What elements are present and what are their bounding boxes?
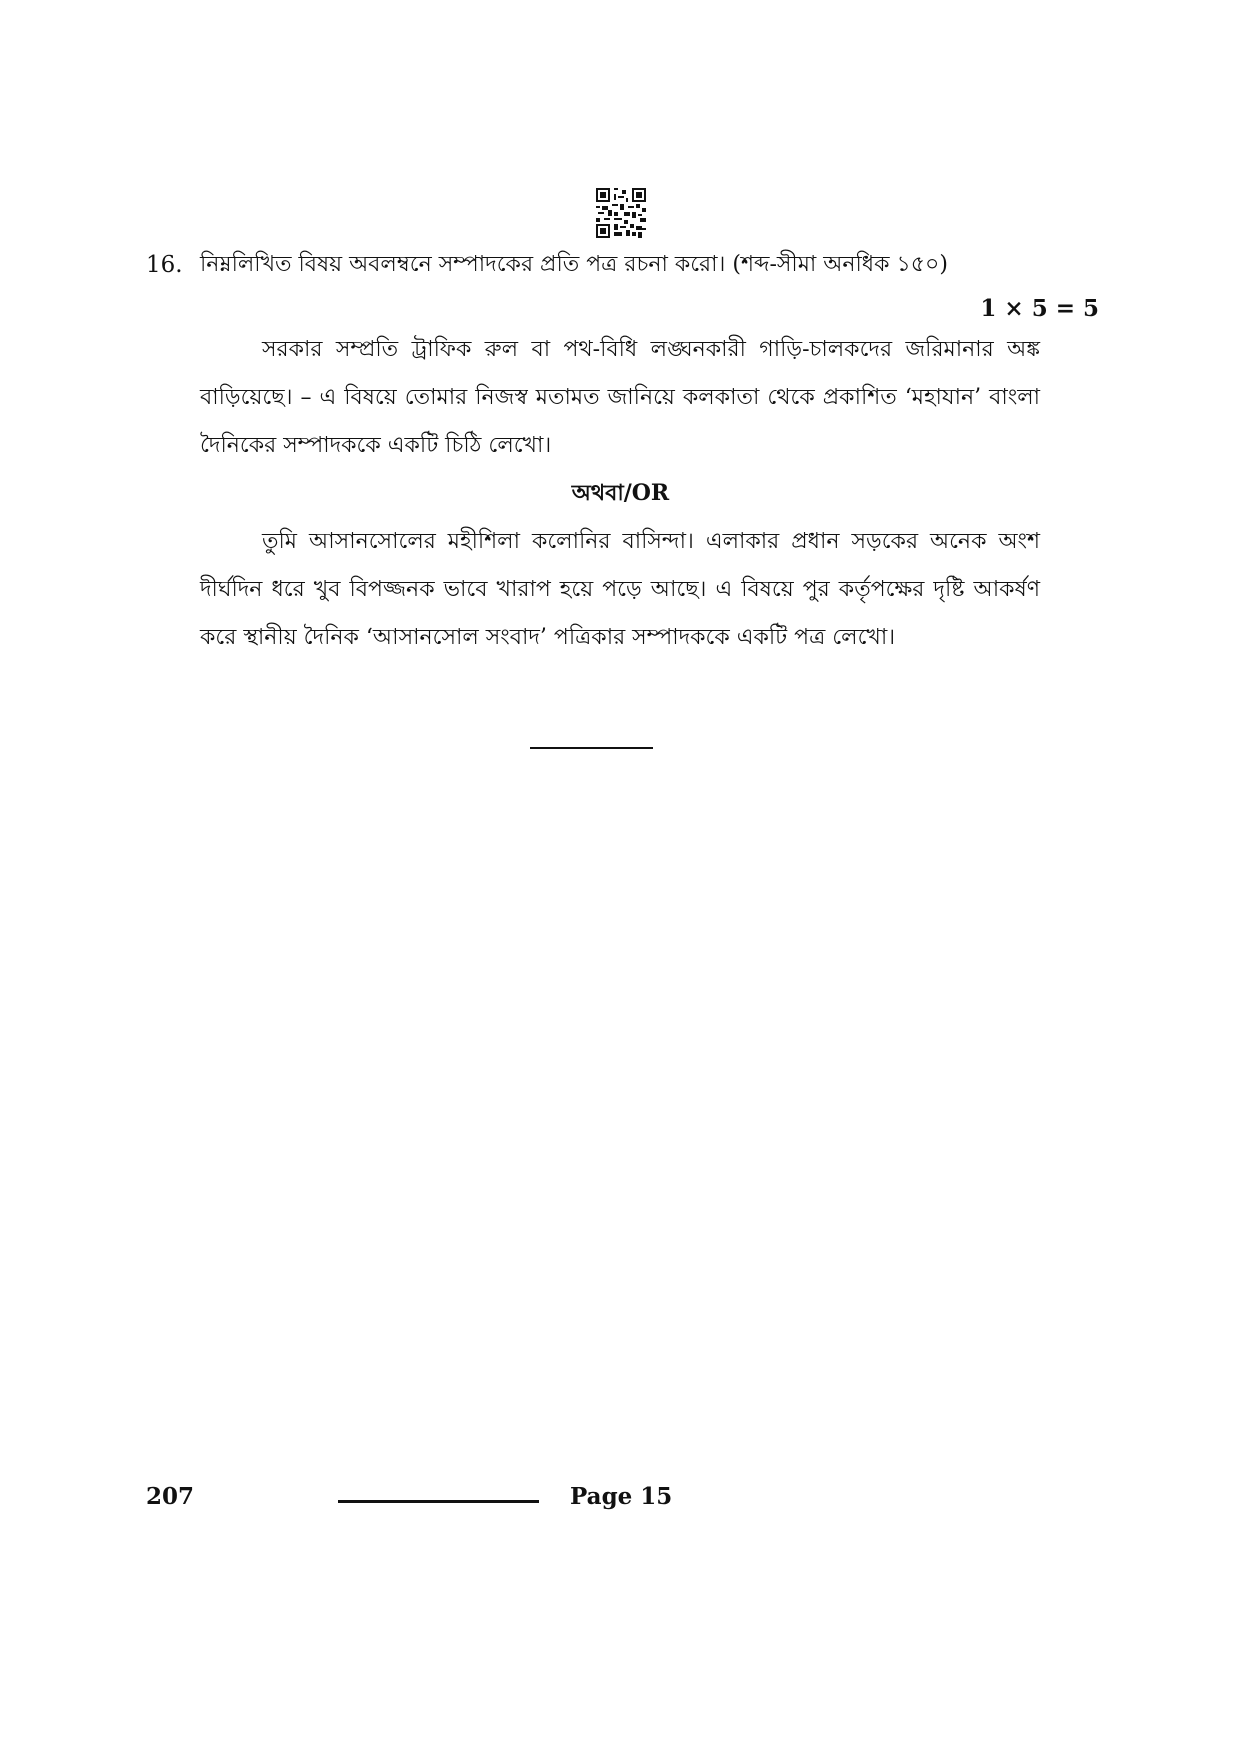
end-of-question-rule (530, 747, 653, 749)
marks-allocation: 1 × 5 = 5 (980, 295, 1099, 322)
question-instruction: নিম্নলিখিত বিষয় অবলম্বনে সম্পাদকের প্রতি পত্র রচনা করো। (শব্দ-সীমা অনধিক ১৫০) (200, 252, 948, 277)
or-separator: অথবা/OR (571, 480, 670, 506)
footer-rule (338, 1500, 539, 1503)
option-1-text: সরকার সম্প্রতি ট্রাফিক রুল বা পথ-বিধি লঙ্ঘনকারী গাড়ি-চালকদের জরিমানার অঙ্ক বাড়িয়েছে। – এ বিষয়ে তোমার নিজস্ব মতামত জানিয়ে কলকাতা থেকে প্রকাশিত ‘মহাযান’ বাংলা দৈনিকের সম্পাদককে একটি চিঠি লেখো। (200, 337, 1040, 458)
option-2-text: তুমি আসানসোলের মহীশিলা কলোনির বাসিন্দা। এলাকার প্রধান সড়কের অনেক অংশ দীর্ঘদিন ধরে খুব বিপজ্জনক ভাবে খারাপ হয়ে পড়ে আছে। এ বিষয়ে পুর কর্তৃপক্ষের দৃষ্টি আকর্ষণ করে স্থানীয় দৈনিক ‘আসানসোল সংবাদ’ পত্রিকার সম্পাদককে একটি পত্র লেখো। (200, 529, 1040, 650)
qr-code (596, 188, 646, 238)
paper-code: 207 (146, 1483, 195, 1510)
page-number: Page 15 (570, 1483, 673, 1510)
question-number: 16. (146, 252, 183, 278)
